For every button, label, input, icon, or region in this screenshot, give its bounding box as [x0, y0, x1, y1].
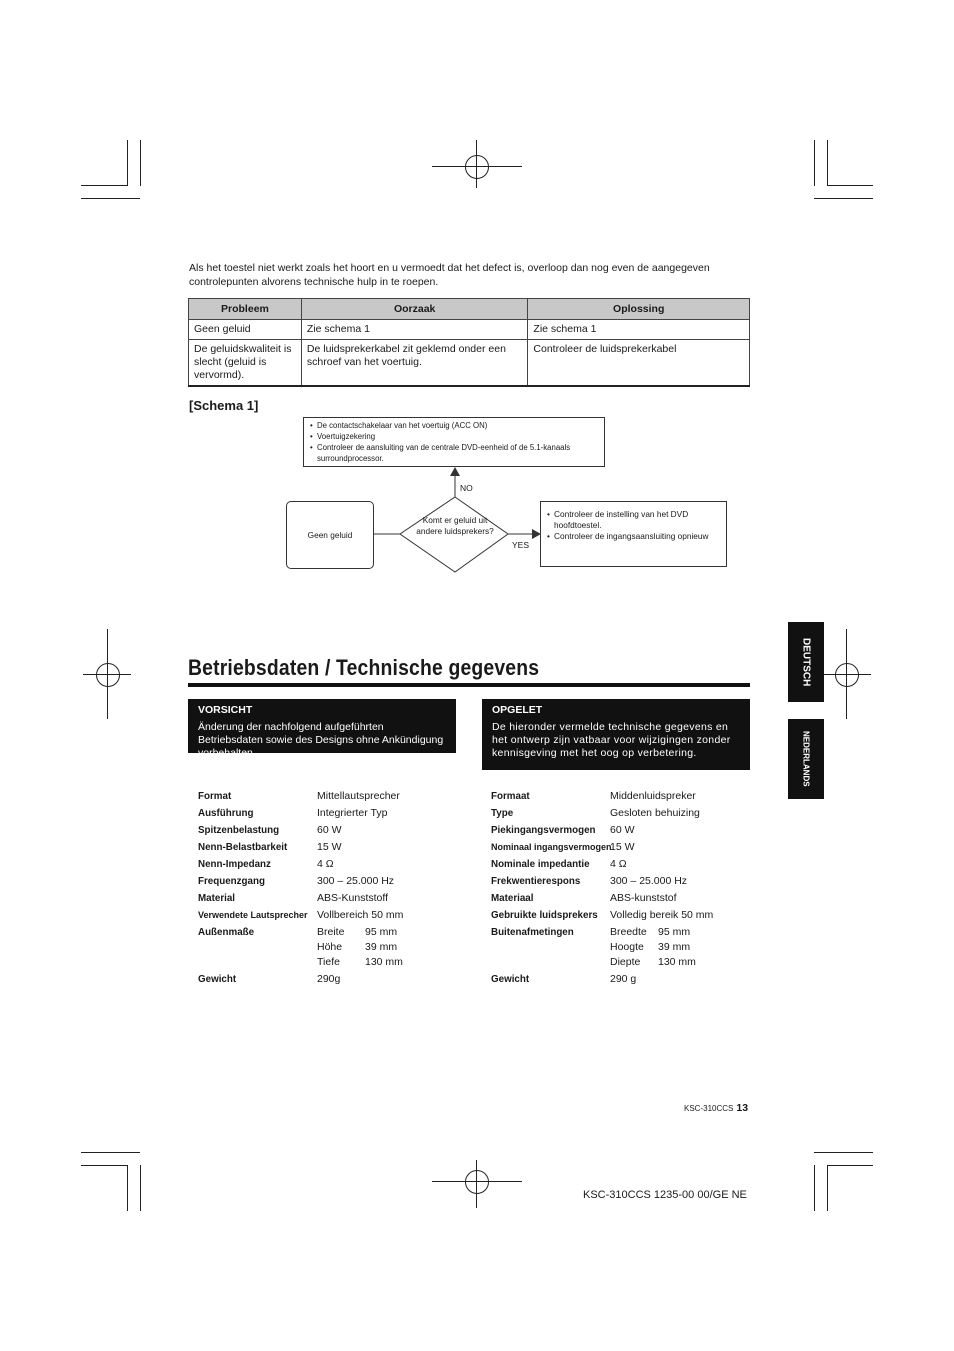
opgelet-notice [482, 699, 750, 770]
spec-row [198, 925, 453, 970]
tab-label: NEDERLANDS [801, 731, 811, 787]
dim-label: Diepte [610, 956, 641, 968]
tab-label: DEUTSCH [800, 637, 812, 687]
spec-value: Integrierter Typ [317, 807, 388, 819]
dim-value: 130 mm [365, 956, 403, 968]
spec-value: Mittellautsprecher [317, 790, 400, 802]
spec-label: Gewicht [198, 974, 237, 985]
notice-text: Änderung der nachfolgend aufgeführten Betriebsdaten sowie des Designs ohne Ankündigung vorbehalten. [198, 721, 444, 759]
spec-value: ABS-kunststof [610, 892, 677, 904]
spec-label: Spitzenbelastung [198, 825, 280, 836]
check-item: • Voertuigzekering [309, 431, 599, 442]
notice-text: De hieronder vermelde technische gegevens en het ontwerp zijn vatbaar voor wijzigingen zonder kennisgeving met het oog op verbetering. [492, 721, 731, 759]
spec-row [491, 874, 746, 889]
spec-label: Nenn-Impedanz [198, 859, 271, 870]
dim-label: Tiefe [317, 956, 340, 968]
intro-text: Als het toestel niet werkt zoals het hoort en u vermoedt dat het defect is, overloop dan nog even de aangegeven controlepunten alvorens technische hulp in te roepen. [189, 262, 710, 288]
table-cell: Zie schema 1 [528, 320, 750, 340]
spec-label: Frekwentierespons [491, 876, 581, 887]
table-header: Oorzaak [301, 299, 528, 320]
spec-row [198, 908, 453, 923]
spec-row [491, 789, 746, 804]
page-title: Betriebsdaten / Technische gegevens [188, 655, 540, 680]
spec-label: Gewicht [491, 974, 530, 985]
spec-row [198, 823, 453, 838]
spec-row [198, 806, 453, 821]
dimension-grid [317, 925, 403, 970]
dim-value: 95 mm [658, 926, 691, 938]
table-header: Oplossing [528, 299, 750, 320]
spec-value: 60 W [317, 824, 342, 836]
spec-value: 4 Ω [610, 858, 627, 870]
schema-title: [Schema 1] [189, 398, 259, 413]
dimension-grid [610, 925, 696, 970]
spec-label: Type [491, 808, 514, 819]
page-number: 13 [736, 1102, 749, 1114]
spec-row [198, 857, 453, 872]
spec-label: Buitenafmetingen [491, 927, 574, 938]
flowchart-start-box [286, 501, 374, 569]
table-cell: Controleer de luidsprekerkabel [528, 340, 750, 387]
spec-row [198, 874, 453, 889]
spec-label: Nominale impedantie [491, 859, 590, 870]
table-cell: De geluidskwaliteit is slecht (geluid is vervormd). [189, 340, 302, 387]
spec-row [491, 806, 746, 821]
solution-item: • Controleer de ingangsaansluiting opnieuw [546, 531, 721, 542]
footer-model: KSC-310CCS [684, 1104, 734, 1113]
dim-value: 95 mm [365, 926, 398, 938]
spec-value: 290 g [610, 973, 637, 985]
flowchart-lines [0, 0, 954, 600]
spec-row [491, 925, 746, 970]
spec-row [491, 972, 746, 987]
dim-label: Breedte [610, 926, 647, 938]
page-footer [684, 1102, 748, 1114]
spec-value: Gesloten behuizing [610, 807, 700, 819]
spec-row [198, 789, 453, 804]
dim-label: Höhe [317, 941, 343, 953]
spec-label: Piekingangsvermogen [491, 825, 596, 836]
notice-title: OPGELET [492, 704, 543, 716]
spec-label: Gebruikte luidsprekers [491, 910, 598, 921]
spec-row [491, 840, 746, 855]
spec-label: Verwendete Lautsprecher [198, 910, 308, 920]
spec-label: Materiaal [491, 893, 534, 904]
no-label: NO [460, 483, 473, 493]
specs-dutch [491, 789, 746, 989]
spec-value: 15 W [610, 841, 635, 853]
flowchart-decision [415, 515, 495, 537]
vorsicht-notice [188, 699, 456, 759]
spec-label: Material [198, 893, 236, 904]
table-header: Probleem [189, 299, 302, 320]
title-rule [188, 683, 750, 687]
spec-row [491, 908, 746, 923]
spec-value: Vollbereich 50 mm [317, 909, 404, 921]
dim-label: Breite [317, 926, 345, 938]
spec-value: 290g [317, 973, 341, 985]
spec-row [491, 823, 746, 838]
spec-value: 300 – 25.000 Hz [610, 875, 688, 887]
tab-deutsch [788, 622, 824, 702]
spec-row [491, 891, 746, 906]
spec-value: Volledig bereik 50 mm [610, 909, 714, 921]
spec-value: 60 W [610, 824, 635, 836]
spec-label: Format [198, 791, 232, 802]
start-label: Geen geluid [307, 529, 353, 540]
spec-value: Middenluidspreker [610, 790, 696, 802]
table-cell: De luidsprekerkabel zit geklemd onder een schroef van het voertuig. [301, 340, 528, 387]
spec-row [198, 972, 453, 987]
dim-value: 130 mm [658, 956, 696, 968]
table-cell: Geen geluid [189, 320, 302, 340]
spec-label: Formaat [491, 791, 530, 802]
tab-nederlands [788, 719, 824, 799]
spec-label: Frequenzgang [198, 876, 265, 887]
spec-label: Nominaal ingangsvermogen [491, 842, 612, 852]
solution-item: • Controleer de instelling van het DVD hoofdtoestel. [546, 509, 721, 531]
print-code: KSC-310CCS 1235-00 00/GE NE [583, 1189, 747, 1201]
spec-label: Nenn-Belastbarkeit [198, 842, 288, 853]
notice-title: VORSICHT [198, 704, 253, 716]
dim-label: Hoogte [610, 941, 644, 953]
spec-row [198, 840, 453, 855]
spec-value: 4 Ω [317, 858, 334, 870]
spec-value: ABS-Kunststoff [317, 892, 389, 904]
check-item: • De contactschakelaar van het voertuig (ACC ON) [309, 420, 599, 431]
spec-value: 15 W [317, 841, 342, 853]
spec-label: Außenmaße [198, 927, 255, 938]
dim-value: 39 mm [658, 941, 691, 953]
spec-row [491, 857, 746, 872]
yes-label: YES [512, 540, 530, 550]
table-cell: Zie schema 1 [301, 320, 528, 340]
check-item: • Controleer de aansluiting van de centrale DVD-eenheid of de 5.1-kanaals surroundprocessor. [309, 442, 599, 464]
spec-value: 300 – 25.000 Hz [317, 875, 395, 887]
flowchart-solution-box [540, 501, 727, 567]
specs-german [198, 789, 453, 989]
decision-label: Komt er geluid uit andere luidsprekers? [416, 515, 494, 536]
spec-row [198, 891, 453, 906]
flowchart-check-box [303, 417, 605, 467]
dim-value: 39 mm [365, 941, 398, 953]
spec-label: Ausführung [198, 808, 254, 819]
